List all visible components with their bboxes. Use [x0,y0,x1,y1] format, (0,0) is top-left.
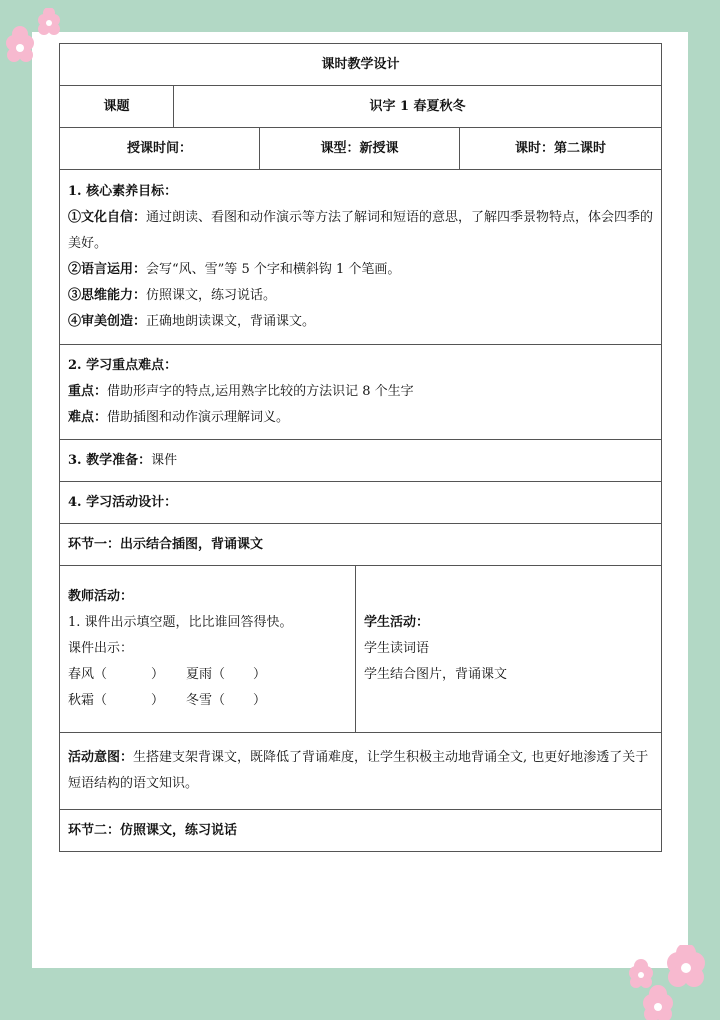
document-title: 课时教学设计 [60,44,662,86]
focus-line: 重点：借助形声字的特点,运用熟字比较的方法识记 8 个生字 [68,384,414,399]
goal-item: ④审美创造：正确地朗读课文，背诵课文。 [68,314,316,329]
teacher-activity-line: 1. 课件出示填空题，比比谁回答得快。 [68,615,293,630]
teacher-activity-line: 课件出示： [68,641,134,656]
key-points-heading: 2. 学习重点难点： [68,358,178,373]
fill-blank-row: 秋霜（ ） 冬雪（ ） [68,693,267,708]
topic-label: 课题 [60,86,174,128]
student-activity-cell [356,566,662,733]
key-points-section [60,345,662,440]
topic-value: 识字 1 春夏秋冬 [174,86,662,128]
core-goals-heading: 1. 核心素养目标： [68,184,178,199]
preparation-row: 3. 教学准备：课件 [60,440,662,482]
goal-item: ③思维能力：仿照课文，练习说话。 [68,288,277,303]
flower-decoration-bottom-right [620,945,720,1020]
lesson-plan-table [59,43,662,852]
student-activity-heading: 学生活动： [364,615,430,630]
teaching-time-label: 授课时间： [60,128,260,170]
activity-intent-cell: 活动意图：生搭建支架背课文，既降低了背诵难度，让学生积极主动地背诵全文, 也更好地渗透了关于短语结构的语文知识。 [60,733,662,810]
core-goals-section [60,170,662,345]
activities-heading: 4. 学习活动设计： [60,482,662,524]
stage-two-title: 环节二：仿照课文，练习说话 [60,810,662,852]
fill-blank-row: 春风（ ） 夏雨（ ） [68,667,267,682]
stage-one-title: 环节一：出示结合插图，背诵课文 [60,524,662,566]
difficulty-line: 难点：借助插图和动作演示理解词义。 [68,410,290,425]
student-activity-line: 学生结合图片，背诵课文 [364,667,508,682]
lesson-type-label: 课型：新授课 [260,128,460,170]
teacher-activity-heading: 教师活动： [68,589,134,604]
teacher-activity-cell [60,566,356,733]
lesson-period-label: 课时：第二课时 [460,128,662,170]
student-activity-line: 学生读词语 [364,641,430,656]
goal-item: ①文化自信：通过朗读、看图和动作演示等方法了解词和短语的意思，了解四季景物特点，体会四季的美好。 [68,210,654,251]
goal-item: ②语言运用：会写“风、雪”等 5 个字和横斜钩 1 个笔画。 [68,262,401,277]
